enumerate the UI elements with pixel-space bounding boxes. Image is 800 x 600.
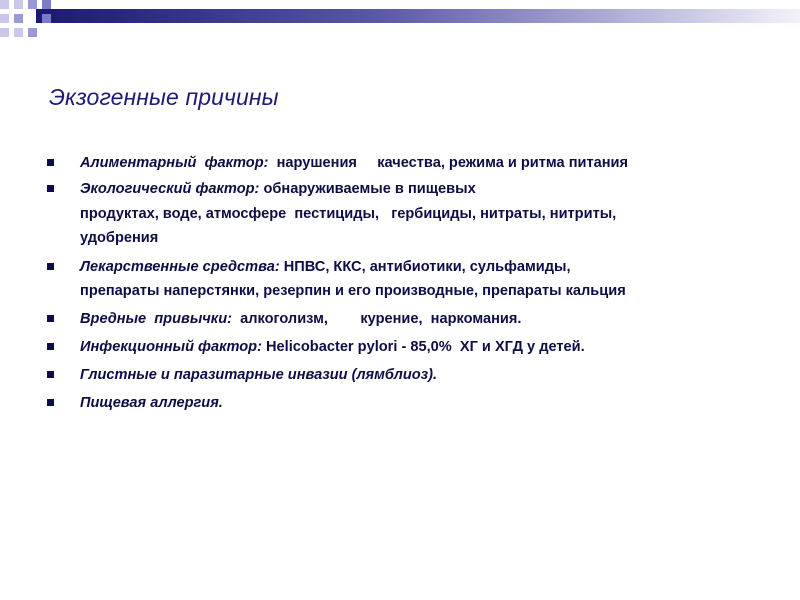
deco-square xyxy=(0,0,9,9)
bullet-square-icon xyxy=(47,371,54,378)
deco-square xyxy=(14,28,23,37)
bullet-text: Helicobacter pylori - 85,0% ХГ и ХГД у детей. xyxy=(266,339,585,355)
bullet-lead: Инфекционный фактор: xyxy=(80,339,267,355)
bullet-text: обнаруживаемые в пищевых xyxy=(263,181,476,197)
bullet-square-icon xyxy=(47,343,54,350)
bullet-text: НПВС, ККС, антибиотики, сульфамиды, xyxy=(283,259,571,275)
bullet-text: нарушения качества, режима и ритма питания xyxy=(272,155,629,171)
deco-square xyxy=(14,14,23,23)
bullet-line: продуктах, воде, атмосфере пестициды, гербициды, нитраты, нитриты, xyxy=(80,206,617,222)
bullet-line: удобрения xyxy=(80,230,159,246)
bullet-square-icon xyxy=(47,263,54,270)
bullet-lead: Лекарственные средства: xyxy=(80,259,284,275)
bullet-lead: Вредные привычки: xyxy=(80,311,237,327)
bullet-lead: Экологический фактор: xyxy=(80,181,264,197)
bullet-square-icon xyxy=(47,399,54,406)
deco-square xyxy=(42,0,51,9)
header-gradient-bar xyxy=(36,9,800,23)
bullet-line xyxy=(80,180,476,198)
bullet-square-icon xyxy=(47,159,54,166)
header-decoration xyxy=(0,0,800,50)
slide-title: Экзогенные причины xyxy=(49,84,279,110)
bullet-line: Глистные и паразитарные инвазии (лямблиоз). xyxy=(80,367,438,383)
bullet-text: алкоголизм, курение, наркомания. xyxy=(236,311,522,327)
deco-square xyxy=(42,14,51,23)
deco-square xyxy=(28,28,37,37)
bullet-lead: Алиментарный фактор: xyxy=(80,155,273,171)
deco-square xyxy=(28,0,37,9)
deco-square xyxy=(0,14,9,23)
bullet-line: Пищевая аллергия. xyxy=(80,395,223,411)
bullet-line xyxy=(80,154,628,172)
bullet-square-icon xyxy=(47,315,54,322)
bullet-line: препараты наперстянки, резерпин и его производные, препараты кальция xyxy=(80,283,626,299)
deco-square xyxy=(0,28,9,37)
bullet-line xyxy=(80,310,521,328)
bullet-line xyxy=(80,338,585,356)
bullet-square-icon xyxy=(47,185,54,192)
deco-square xyxy=(14,0,23,9)
bullet-line xyxy=(80,258,571,276)
